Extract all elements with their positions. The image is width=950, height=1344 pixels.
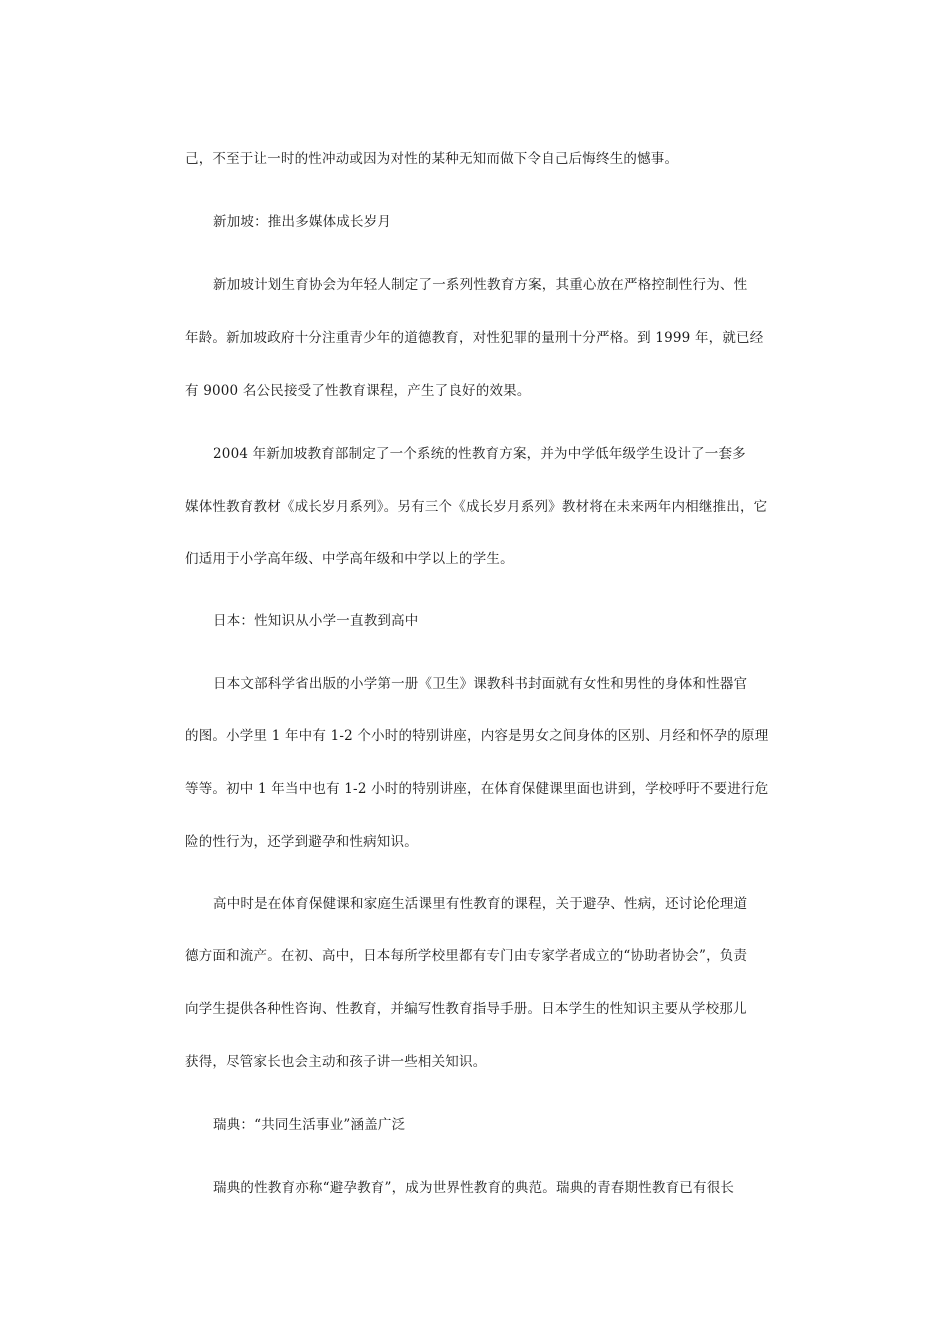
text-line-15: 德方面和流产。在初、高中，日本每所学校里都有专门由专家学者成立的“协助者协会”，负责 [185, 948, 748, 964]
section-heading-singapore: 新加坡：推出多媒体成长岁月 [213, 214, 392, 230]
text-line-11: 的图。小学里 1 年中有 1-2 个小时的特别讲座，内容是男女之间身体的区别、月经和怀孕的原理 [185, 728, 769, 744]
text-line-6: 2004 年新加坡教育部制定了一个系统的性教育方案，并为中学低年级学生设计了一套多 [213, 446, 746, 462]
text-line-12: 等等。初中 1 年当中也有 1-2 小时的特别讲座，在体育保健课里面也讲到，学校呼吁不要进行危 [185, 781, 769, 797]
text-line-19: 瑞典的性教育亦称“避孕教育”，成为世界性教育的典范。瑞典的青春期性教育已有很长 [213, 1180, 735, 1196]
text-line-4: 年龄。新加坡政府十分注重青少年的道德教育，对性犯罪的量刑十分严格。到 1999 年，就已经 [185, 330, 764, 346]
text-line-13: 险的性行为，还学到避孕和性病知识。 [185, 834, 418, 850]
text-line-3: 新加坡计划生育协会为年轻人制定了一系列性教育方案，其重心放在严格控制性行为、性 [213, 277, 748, 293]
text-line-5: 有 9000 名公民接受了性教育课程，产生了良好的效果。 [185, 383, 531, 399]
text-line-10: 日本文部科学省出版的小学第一册《卫生》课教科书封面就有女性和男性的身体和性器官 [213, 676, 748, 692]
section-heading-sweden: 瑞典：“共同生活事业”涵盖广泛 [213, 1117, 406, 1133]
text-line-16: 向学生提供各种性咨询、性教育，并编写性教育指导手册。日本学生的性知识主要从学校那儿 [185, 1001, 747, 1017]
text-line-1: 己，不至于让一时的性冲动或因为对性的某种无知而做下令自己后悔终生的憾事。 [185, 151, 679, 167]
text-line-8: 们适用于小学高年级、中学高年级和中学以上的学生。 [185, 551, 514, 567]
text-line-14: 高中时是在体育保健课和家庭生活课里有性教育的课程，关于避孕、性病，还讨论伦理道 [213, 896, 748, 912]
text-line-7: 媒体性教育教材《成长岁月系列》。另有三个《成长岁月系列》教材将在未来两年内相继推出，它 [185, 499, 768, 515]
section-heading-japan: 日本：性知识从小学一直教到高中 [213, 613, 419, 629]
text-line-17: 获得，尽管家长也会主动和孩子讲一些相关知识。 [185, 1054, 487, 1070]
